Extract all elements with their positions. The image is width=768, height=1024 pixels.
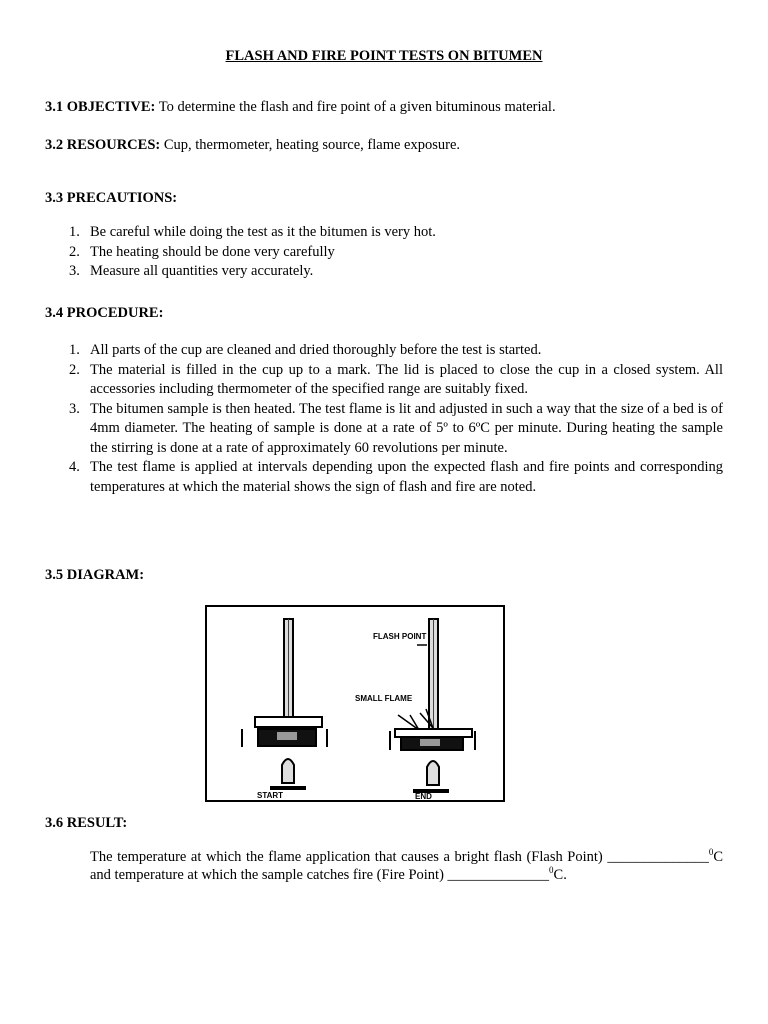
resources-line [45,137,723,154]
list-item: 3. Measure all quantities very accurately. [69,263,314,279]
objective-heading: 3.1 OBJECTIVE: [45,99,156,115]
result-text: The temperature at which the flame application that causes a bright flash (Flash Point) ______________$^0$C and temperature at which the sample catches fire (Fire Point) ______________$^0$C. [90,847,723,883]
list-item: 1. All parts of the cup are cleaned and dried thoroughly before the test is started. [69,342,542,358]
result-heading: 3.6 RESULT: [45,815,128,831]
objective-text: To determine the flash and fire point of a given bituminous material. [155,99,556,115]
label-end: END [415,792,432,801]
procedure-heading: 3.4 PROCEDURE: [45,305,164,321]
list-item: 3. The bitumen sample is then heated. The test flame is lit and adjusted in such a way that the size of a bed is of 4mm diameter. The heating of sample is done at a rate of 5º to 6ºC per minute. During heating the sample the stirring is done at a rate of approximately 60 revolutions per minute. [69,400,723,456]
label-start: START [257,791,284,800]
label-small-flame: SMALL FLAME [355,694,413,703]
label-flash-point: FLASH POINT [373,632,427,641]
precautions-list [45,223,723,282]
list-item: 4. The test flame is applied at intervals depending upon the expected flash and fire points and corresponding temperatures at which the material shows the sign of flash and fire are noted. [69,459,723,495]
objective-line [45,99,723,116]
procedure-list [45,341,723,497]
document-title: FLASH AND FIRE POINT TESTS ON BITUMEN [225,48,543,64]
diagram-heading: 3.5 DIAGRAM: [45,567,145,583]
apparatus-diagram [205,605,505,802]
resources-heading: 3.2 RESOURCES: [45,137,161,153]
list-item: 2. The material is filled in the cup up to a mark. The lid is placed to close the cup in a closed system. All accessories including thermometer of the specified range are suitably fixed. [69,361,723,397]
resources-text: Cup, thermometer, heating source, flame exposure. [160,137,461,153]
list-item: 1. Be careful while doing the test as it the bitumen is very hot. [69,224,436,240]
precautions-heading: 3.3 PRECAUTIONS: [45,190,178,206]
list-item: 2. The heating should be done very carefully [69,243,335,260]
